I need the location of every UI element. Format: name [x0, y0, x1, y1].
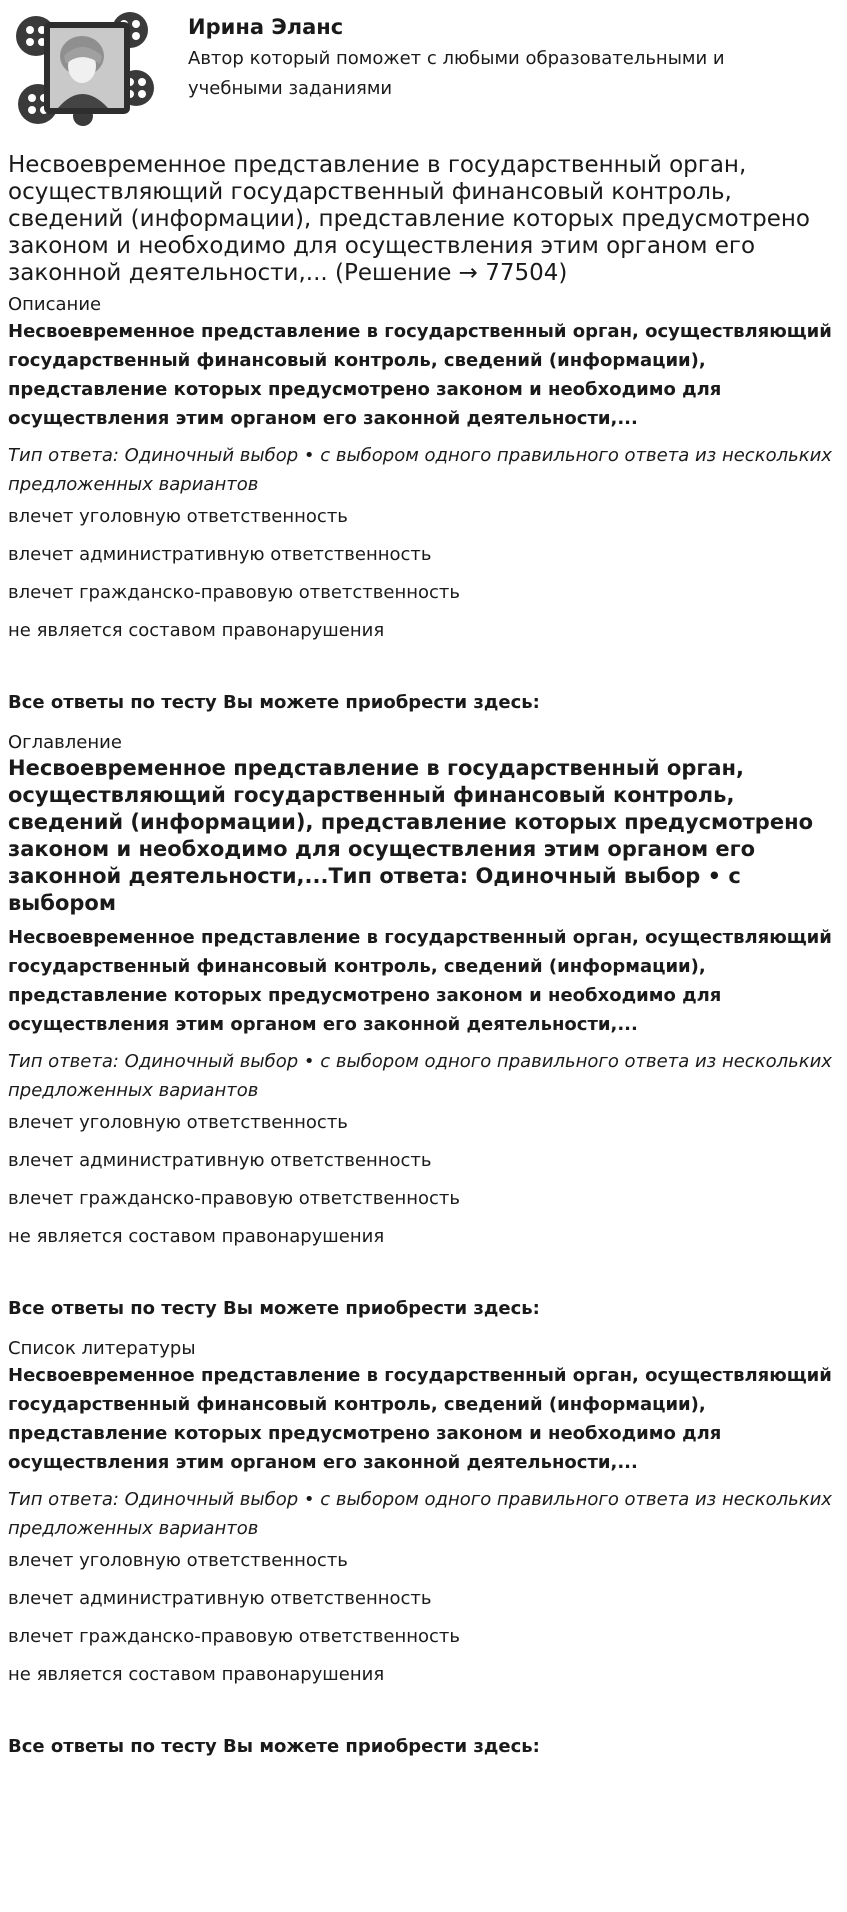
section-label-description: Описание [8, 294, 102, 315]
answer-option: влечет гражданско-правовую ответственность [8, 1188, 461, 1209]
answer-option: влечет уголовную ответственность [8, 506, 348, 527]
answer-option: влечет гражданско-правовую ответственность [8, 582, 461, 603]
answer-type: Тип ответа: Одиночный выбор • с выбором одного правильного ответа из нескольких предложенных вариантов [8, 445, 832, 495]
answer-option: не является составом правонарушения [8, 1226, 385, 1247]
question-title: Несвоевременное представление в государственный орган, осуществляющий государственный финансовый контроль, сведений (информации), представление которых предусмотрено законом и необходимо для осуществления этим органом его законной деятельности,... [8, 321, 832, 429]
answer-option: влечет административную ответственность [8, 1588, 432, 1609]
answer-option: влечет административную ответственность [8, 544, 432, 565]
buy-answers-text: Все ответы по тесту Вы можете приобрести здесь: [8, 1298, 540, 1319]
author-description: Автор который поможет с любыми образовательными и учебными заданиями [188, 48, 725, 99]
answer-option: не является составом правонарушения [8, 620, 385, 641]
answer-option: влечет административную ответственность [8, 1150, 432, 1171]
author-card [8, 0, 839, 132]
toc-title: Несвоевременное представление в государственный орган, осуществляющий государственный финансовый контроль, сведений (информации), представление которых предусмотрено законом и необходимо для осуществления этим органом его законной деятельности,...Тип ответа: Одиночный выбор • с выбором [8, 756, 814, 915]
answer-type: Тип ответа: Одиночный выбор • с выбором одного правильного ответа из нескольких предложенных вариантов [8, 1051, 832, 1101]
answer-option: влечет уголовную ответственность [8, 1112, 348, 1133]
question-title: Несвоевременное представление в государственный орган, осуществляющий государственный финансовый контроль, сведений (информации), представление которых предусмотрено законом и необходимо для осуществления этим органом его законной деятельности,... [8, 1365, 832, 1473]
buy-answers-text: Все ответы по тесту Вы можете приобрести здесь: [8, 1736, 540, 1757]
answer-option: влечет гражданско-правовую ответственность [8, 1626, 461, 1647]
author-name[interactable]: Ирина Эланс [188, 15, 344, 39]
buy-answers-text: Все ответы по тесту Вы можете приобрести здесь: [8, 692, 540, 713]
question-title: Несвоевременное представление в государственный орган, осуществляющий государственный финансовый контроль, сведений (информации), представление которых предусмотрено законом и необходимо для осуществления этим органом его законной деятельности,... [8, 927, 832, 1035]
author-avatar [8, 8, 158, 128]
section-label-toc: Оглавление [8, 732, 122, 753]
section-label-literature: Список литературы [8, 1338, 196, 1359]
author-info [188, 8, 788, 104]
answer-type: Тип ответа: Одиночный выбор • с выбором одного правильного ответа из нескольких предложенных вариантов [8, 1489, 832, 1539]
answer-option: не является составом правонарушения [8, 1664, 385, 1685]
answer-option: влечет уголовную ответственность [8, 1550, 348, 1571]
page-title: Несвоевременное представление в государственный орган, осуществляющий государственный финансовый контроль, сведений (информации), представление которых предусмотрено законом и необходимо для осуществления этим органом его законной деятельности,... (Решение → 77504) [8, 152, 810, 286]
